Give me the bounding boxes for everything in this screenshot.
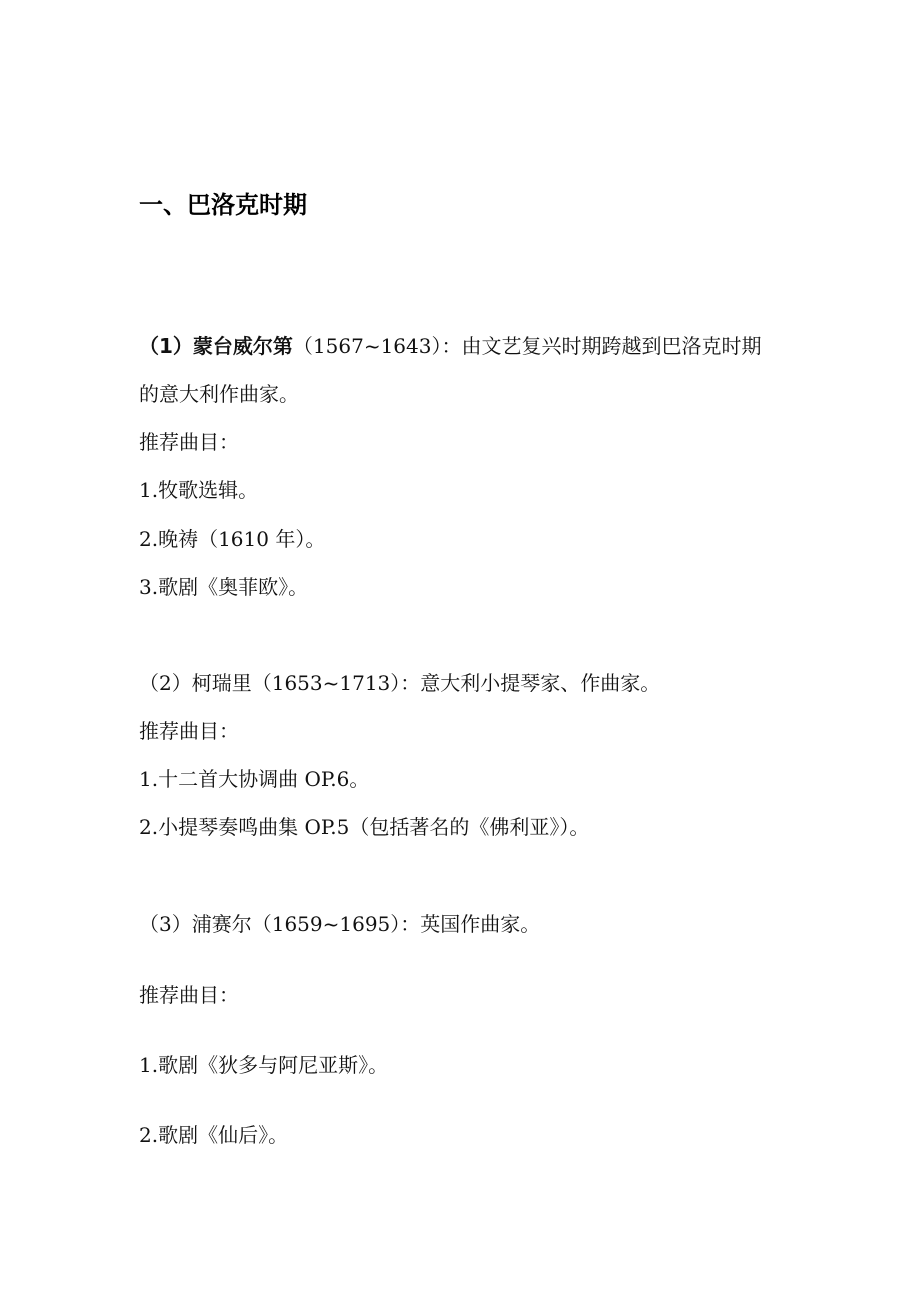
- list-item: 2.小提琴奏鸣曲集 OP.5（包括著名的《佛利亚》）。: [139, 815, 590, 839]
- recommend-label-1: 推荐曲目：: [139, 430, 239, 454]
- recommend-label-3: 推荐曲目：: [139, 983, 239, 1007]
- list-item: 2.晚祷（1610 年）。: [139, 527, 326, 551]
- recommend-label-2: 推荐曲目：: [139, 719, 239, 743]
- composer-desc-1: （1567~1643）：由文艺复兴时期跨越到巴洛克时期: [292, 334, 762, 358]
- list-item: 2.歌剧《仙后》。: [139, 1123, 289, 1147]
- list-item: 1.牧歌选辑。: [139, 478, 259, 502]
- composer-name-1: （1）蒙台威尔第: [139, 334, 293, 358]
- composer-intro-2: （2）柯瑞里（1653~1713）：意大利小提琴家、作曲家。: [139, 671, 661, 695]
- section-heading: 一、巴洛克时期: [139, 191, 307, 219]
- list-item: 3.歌剧《奥菲欧》。: [139, 575, 309, 599]
- composer-intro-1: [139, 334, 761, 358]
- list-item: 1.歌剧《狄多与阿尼亚斯》。: [139, 1053, 389, 1077]
- composer-desc-cont-1: 的意大利作曲家。: [139, 382, 299, 406]
- composer-intro-3: （3）浦赛尔（1659~1695）：英国作曲家。: [139, 912, 541, 936]
- list-item: 1.十二首大协调曲 OP.6。: [139, 767, 370, 791]
